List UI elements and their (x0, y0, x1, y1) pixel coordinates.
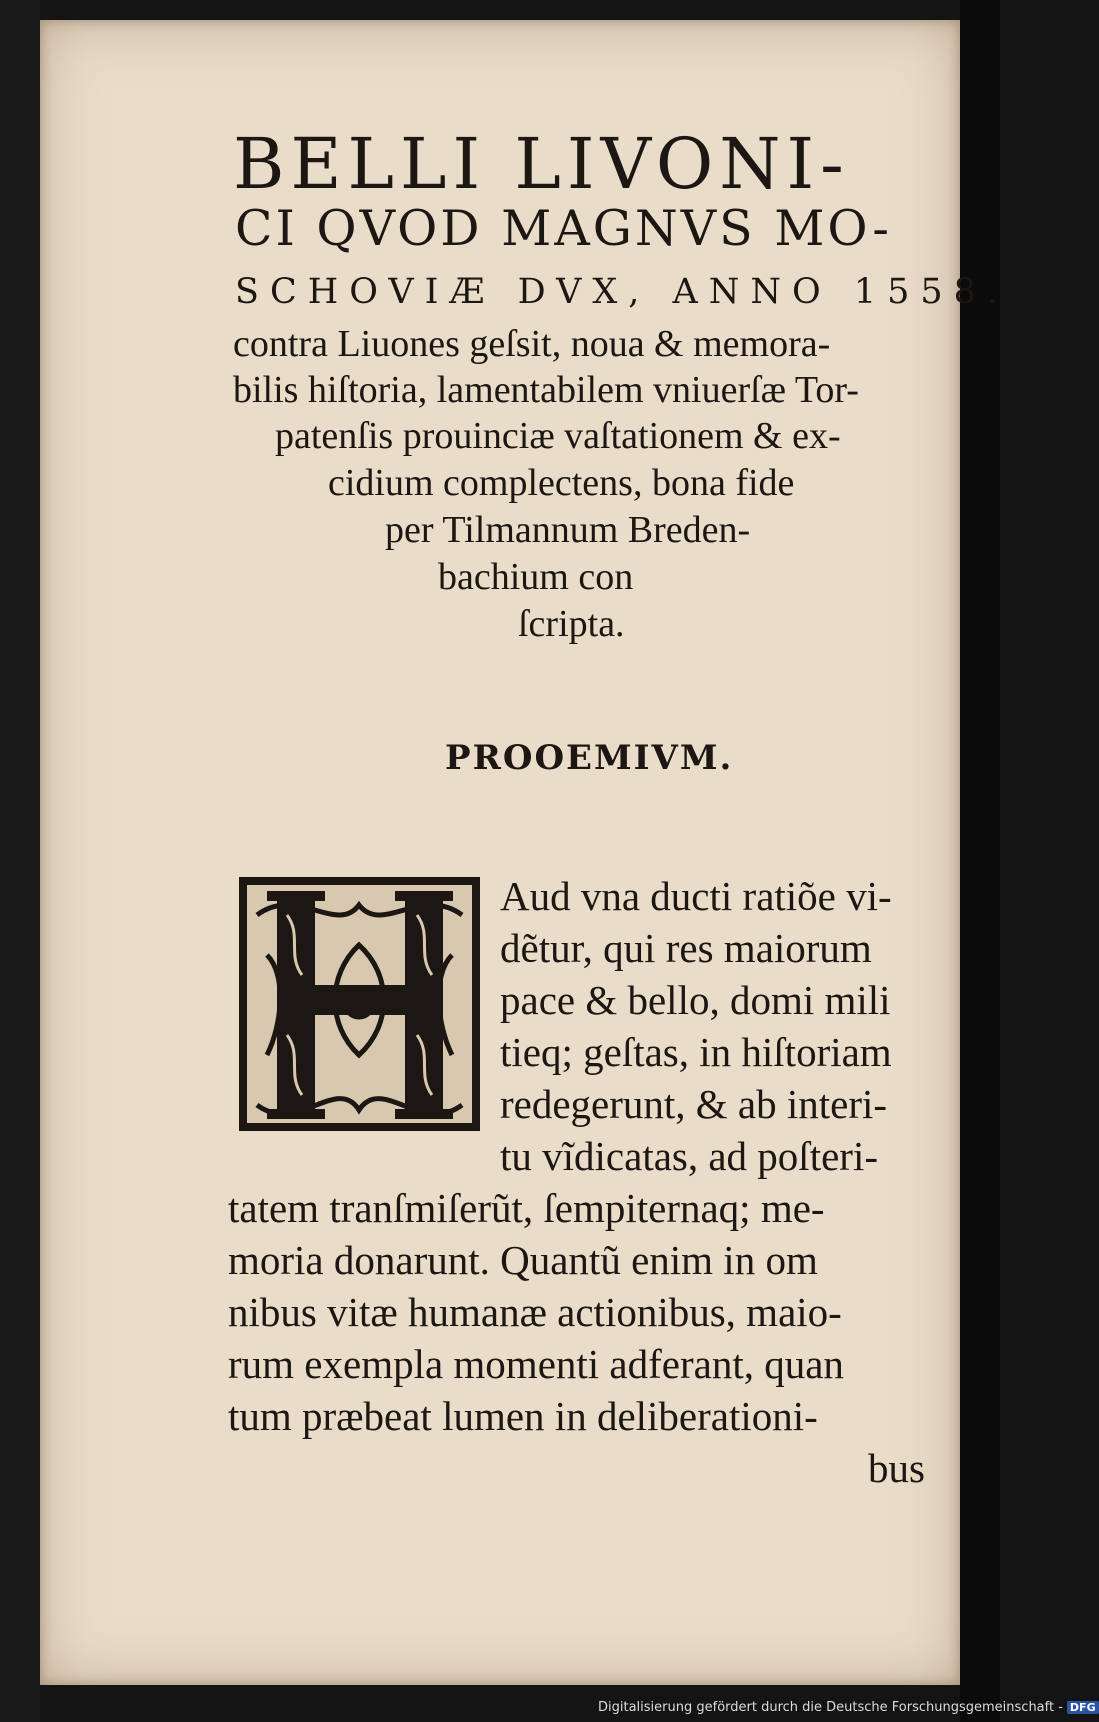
decorated-initial-h (237, 875, 482, 1133)
title-line-5: bilis hiſtoria, lamentabilem vniuerſæ Tor- (233, 369, 859, 411)
title-line-9: bachium con (438, 556, 634, 598)
body-line-6: tu vĩdicatas, ad poſteri- (500, 1133, 878, 1179)
scan-border-right (960, 0, 1000, 1722)
title-line-8: per Tilmannum Breden- (385, 509, 751, 551)
body-line-8: moria donarunt. Quantũ enim in om (228, 1237, 818, 1283)
dfg-logo: DFG (1067, 1701, 1099, 1714)
body-line-5: redegerunt, & ab interi- (500, 1081, 888, 1127)
title-line-4: contra Liuones geſsit, noua & memora- (233, 323, 831, 365)
body-line-1: Aud vna ducti ratiõe vi- (500, 873, 892, 919)
body-line-2: dẽtur, qui res maiorum (500, 925, 872, 971)
title-line-10: ſcripta. (518, 603, 625, 645)
credit-text: Digitalisierung gefördert durch die Deutsche Forschungsgemeinschaft - (598, 1700, 1063, 1715)
title-line-7: cidium complectens, bona fide (328, 462, 795, 504)
digitization-credit (598, 1700, 1099, 1715)
title-line-3: SCHOVIÆ DVX, ANNO 1558. (235, 272, 1010, 312)
body-line-7: tatem tranſmiſerũt, ſempiternaq; me- (228, 1185, 825, 1231)
body-line-10: rum exempla momenti adferant, quan (228, 1341, 844, 1387)
title-line-2: CI QVOD MAGNVS MO- (235, 200, 892, 257)
title-line-1: BELLI LIVONI- (233, 123, 850, 205)
section-heading: PROOEMIVM. (445, 738, 734, 778)
catchword: bus (868, 1445, 925, 1491)
body-line-3: pace & bello, domi mili (500, 977, 891, 1023)
body-line-11: tum præbeat lumen in deliberationi- (228, 1393, 818, 1439)
body-line-9: nibus vitæ humanæ actionibus, maio- (228, 1289, 842, 1335)
scan-border-left (0, 0, 40, 1722)
body-line-4: tieq; geſtas, in hiſtoriam (500, 1029, 892, 1075)
title-line-6: patenſis prouinciæ vaſtationem & ex- (275, 415, 841, 457)
